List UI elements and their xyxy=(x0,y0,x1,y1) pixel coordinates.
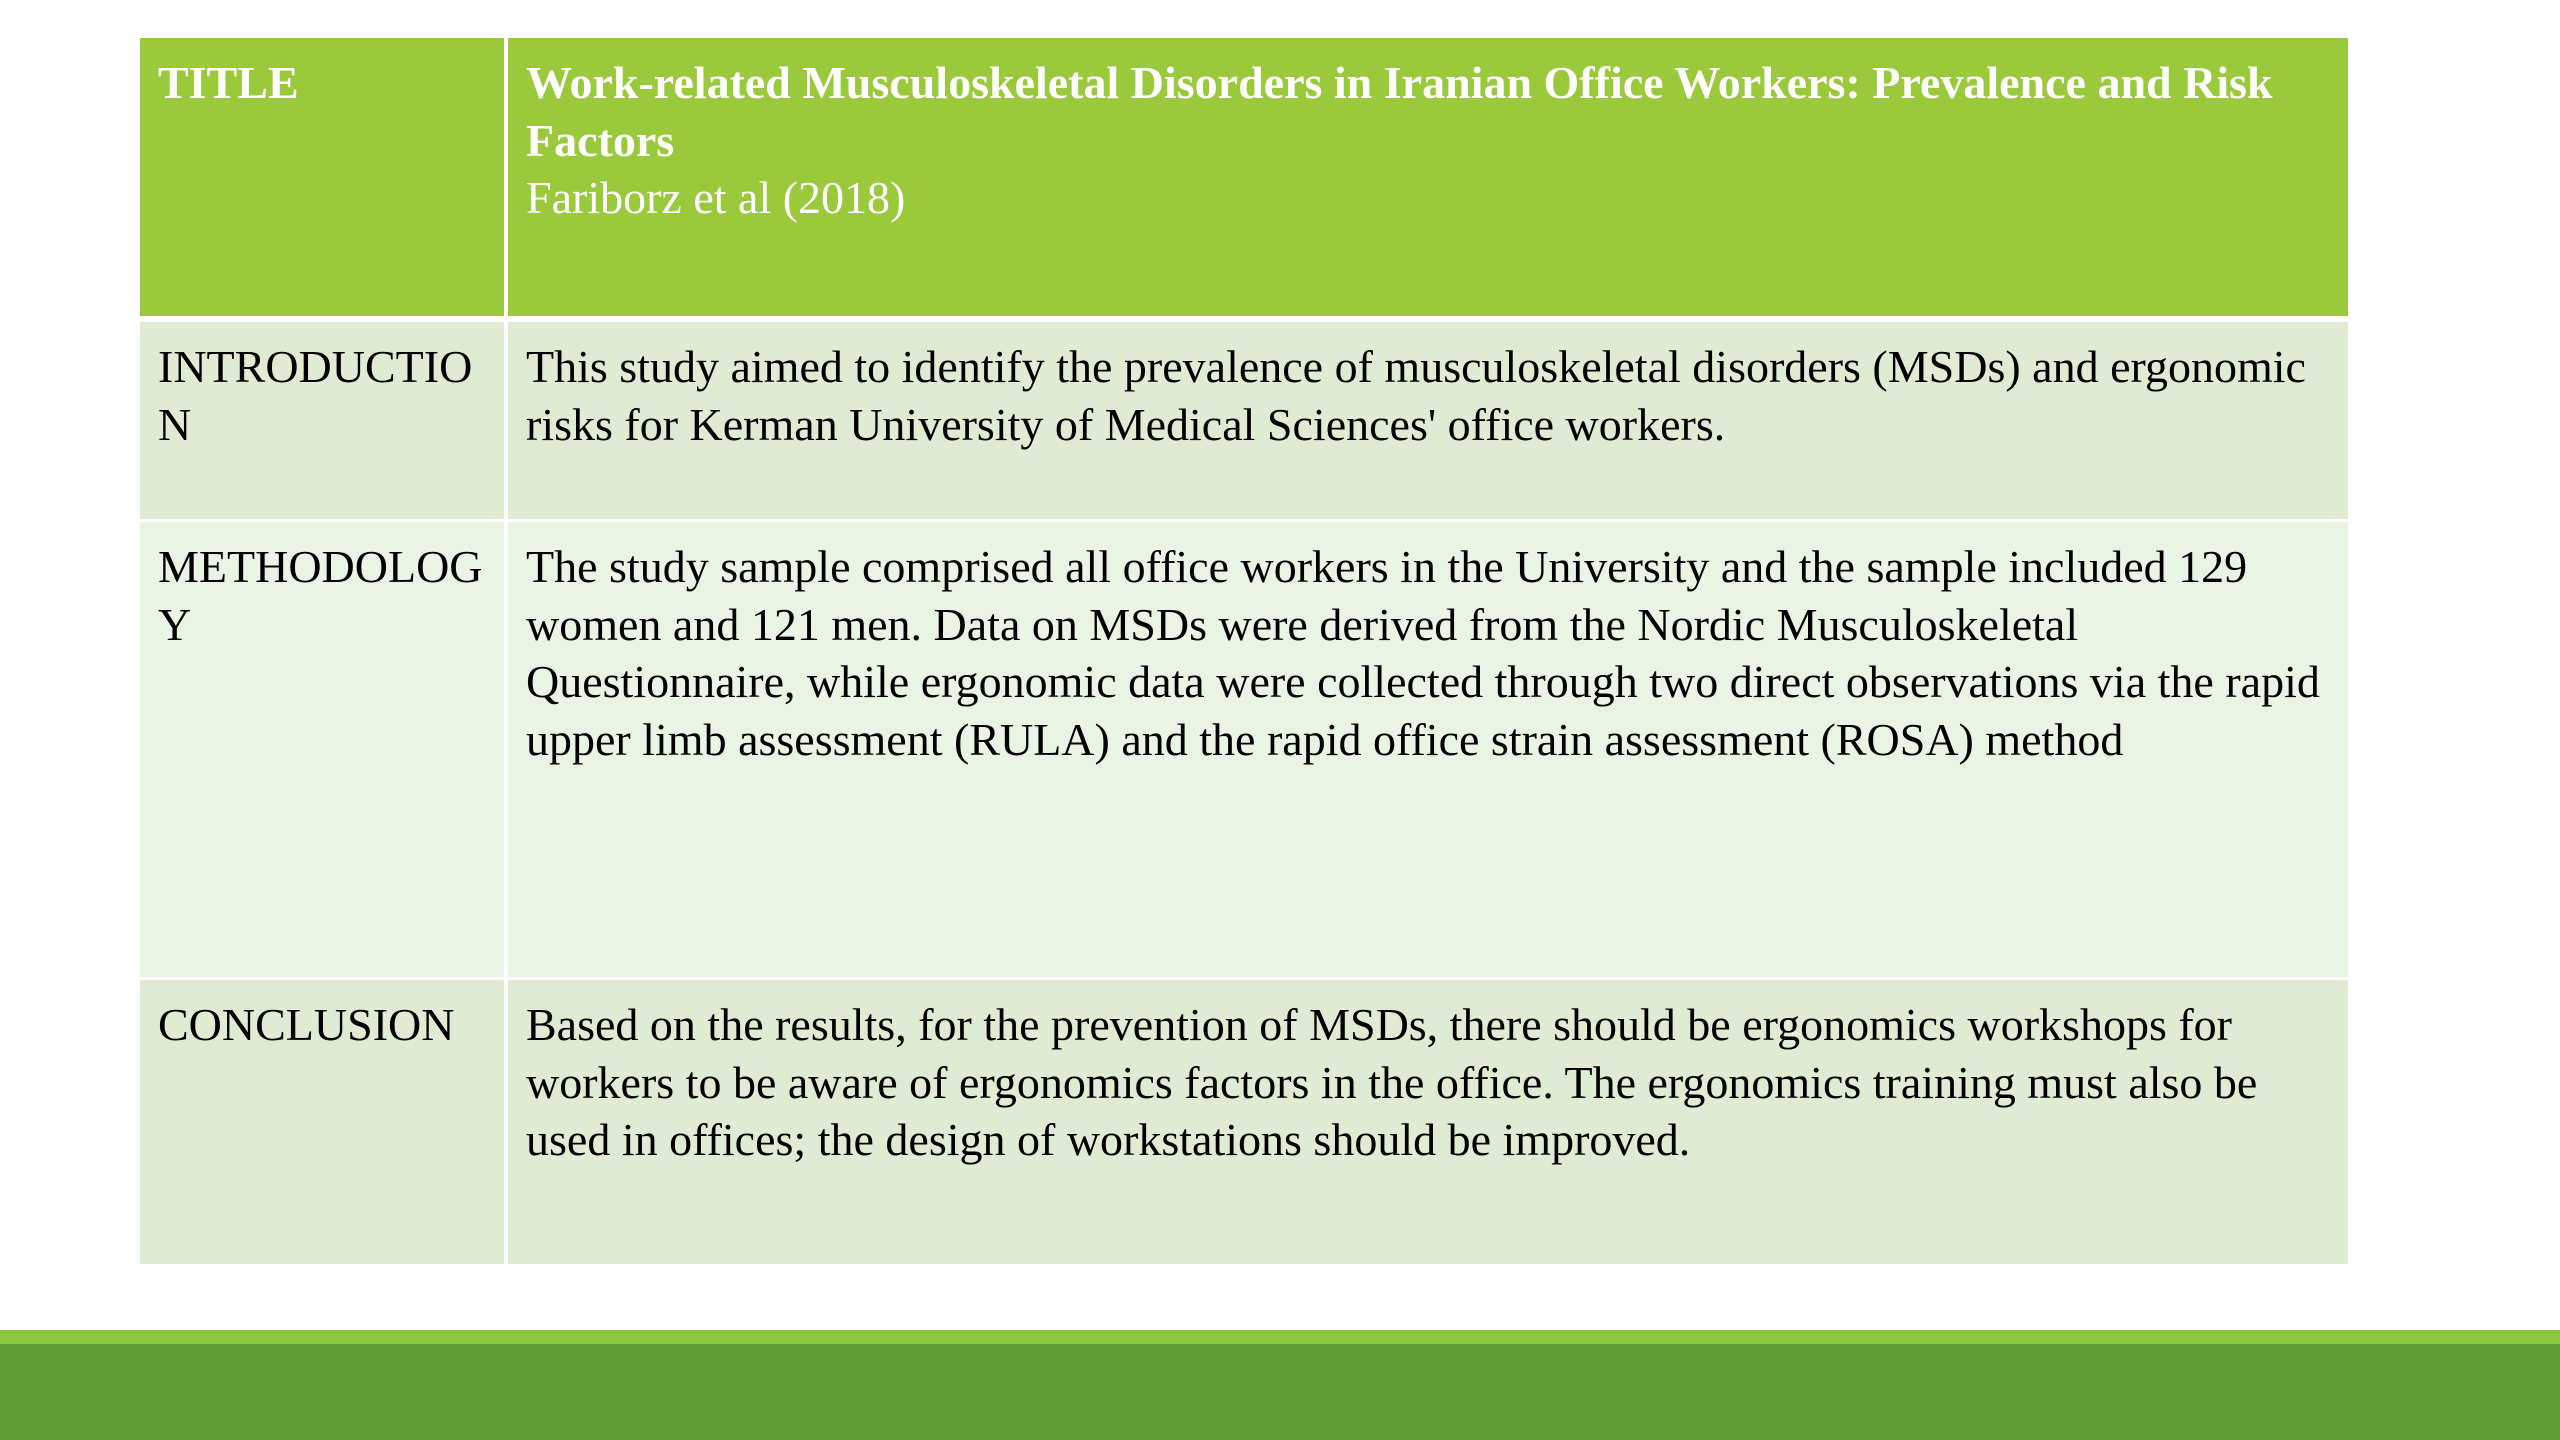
methodology-text: The study sample comprised all office workers in the University and the sample included 129 women and 121 men. Data on MSDs were derived from the Nordic Musculoskeletal Questionnaire, while ergonomic data were collected through two direct observations via the rapid upper limb assessment (RULA) and the rapid office strain assessment (ROSA) method xyxy=(508,522,2348,980)
footer-accent-bar xyxy=(0,1330,2560,1344)
row-label-introduction: INTRODUCTION xyxy=(140,322,508,522)
table-row-conclusion xyxy=(140,980,2348,1264)
table-row-methodology xyxy=(140,522,2348,980)
footer-bar xyxy=(0,1344,2560,1440)
paper-citation: Fariborz et al (2018) xyxy=(526,172,906,223)
table-row-introduction xyxy=(140,322,2348,522)
summary-table xyxy=(140,38,2348,1264)
row-label-title: TITLE xyxy=(140,38,508,322)
table-row-title xyxy=(140,38,2348,322)
title-cell xyxy=(508,38,2348,322)
conclusion-text: Based on the results, for the prevention of MSDs, there should be ergonomics workshops for workers to be aware of ergonomics factors in the office. The ergonomics training must also be used in offices; the design of workstations should be improved. xyxy=(508,980,2348,1264)
row-label-methodology: METHODOLOGY xyxy=(140,522,508,980)
row-label-conclusion: CONCLUSION xyxy=(140,980,508,1264)
introduction-text: This study aimed to identify the prevalence of musculoskeletal disorders (MSDs) and ergonomic risks for Kerman University of Medical Sciences' office workers. xyxy=(508,322,2348,522)
paper-title: Work-related Musculoskeletal Disorders in Iranian Office Workers: Prevalence and Risk Factors xyxy=(526,57,2273,166)
